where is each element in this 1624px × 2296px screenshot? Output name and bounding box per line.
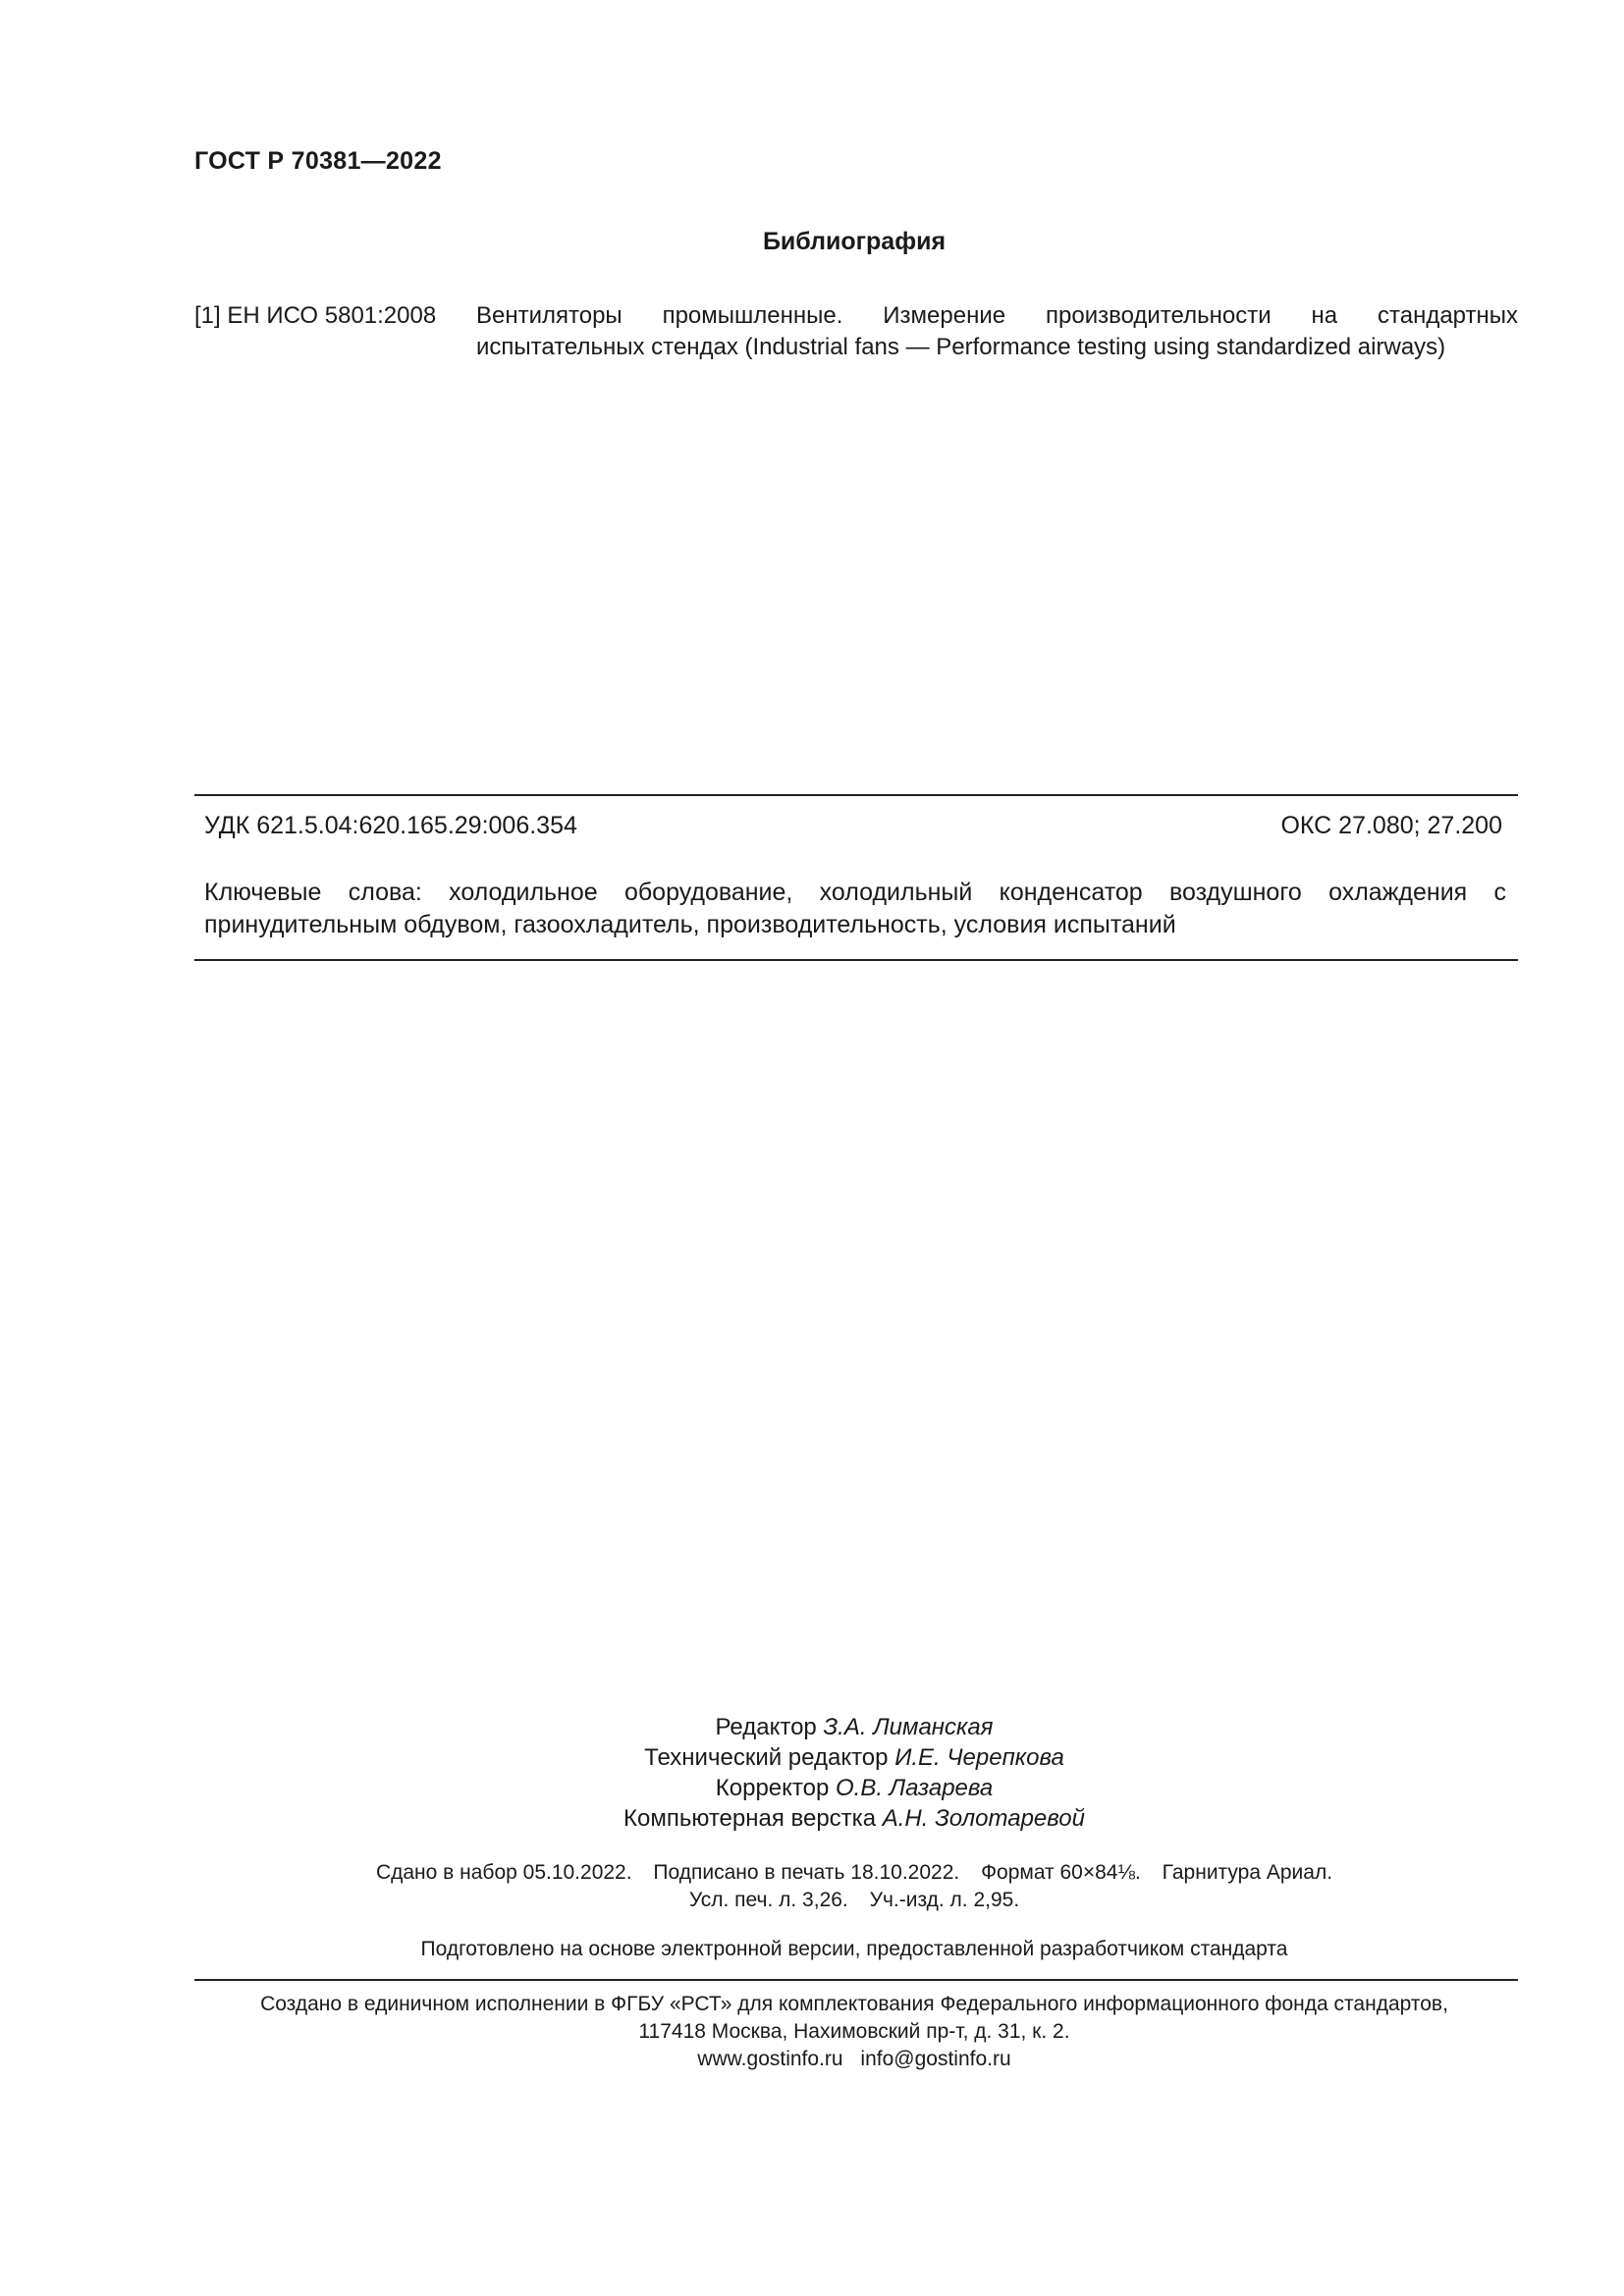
credit-role: Компьютерная верстка <box>623 1805 877 1832</box>
keywords: Ключевые слова: холодильное оборудование, холодильный конденсатор воздушного охлаждения с принудительным обдувом, газоохладитель, производительность, условия испытаний <box>204 879 1506 938</box>
credits-block <box>0 1712 1624 1834</box>
print-date: Подписано в печать 18.10.2022. <box>653 1861 960 1884</box>
footer-links <box>0 2046 1624 2073</box>
prepared-note: Подготовлено на основе электронной версии, предоставленной разработчиком стандарта <box>420 1938 1288 1960</box>
bibliography-description: Вентиляторы промышленные. Измерение производительности на стандартных испытательных стендах (Industrial fans — Performance testing using standardized airways) <box>476 302 1518 360</box>
credit-name: А.Н. Золотаревой <box>882 1805 1085 1832</box>
typeface: Гарнитура Ариал. <box>1162 1861 1333 1884</box>
credit-name: О.В. Лазарева <box>836 1775 994 1801</box>
publication-line-1 <box>0 1859 1624 1887</box>
divider-bottom <box>194 1979 1518 1981</box>
website-link[interactable]: www.gostinfo.ru <box>697 2048 843 2070</box>
credit-line <box>0 1773 1624 1803</box>
publication-line-2 <box>0 1887 1624 1914</box>
credit-line <box>0 1803 1624 1834</box>
footer-address: 117418 Москва, Нахимовский пр-т, д. 31, к. 2. <box>638 2020 1070 2043</box>
divider-middle <box>194 959 1518 961</box>
email-link[interactable]: info@gostinfo.ru <box>860 2048 1011 2070</box>
credit-role: Технический редактор <box>644 1744 889 1771</box>
oks-code: ОКС 27.080; 27.200 <box>1280 812 1502 839</box>
credit-name: И.Е. Черепкова <box>894 1744 1064 1771</box>
publisher-sheets: Уч.-изд. л. 2,95. <box>869 1889 1020 1911</box>
credit-name: З.А. Лиманская <box>823 1714 994 1740</box>
typeset-date: Сдано в набор 05.10.2022. <box>375 1861 632 1884</box>
udk-code: УДК 621.5.04:620.165.29:006.354 <box>204 812 577 839</box>
publication-info <box>0 1859 1624 1914</box>
credit-role: Редактор <box>715 1714 817 1740</box>
print-sheets: Усл. печ. л. 3,26. <box>688 1889 848 1911</box>
credit-line <box>0 1742 1624 1773</box>
bibliography-reference: [1] ЕН ИСО 5801:2008 <box>194 302 437 329</box>
document-code: ГОСТ Р 70381—2022 <box>194 147 442 175</box>
divider-top <box>194 794 1518 796</box>
format: Формат 60×84⅛. <box>981 1861 1141 1884</box>
footer-line-1: Создано в единичном исполнении в ФГБУ «РСТ» для комплектования Федерального информационного фонда стандартов, <box>260 1993 1448 2015</box>
footer <box>0 1991 1624 2073</box>
credit-line <box>0 1712 1624 1742</box>
credit-role: Корректор <box>715 1775 830 1801</box>
bibliography-title: Библиография <box>762 228 947 255</box>
